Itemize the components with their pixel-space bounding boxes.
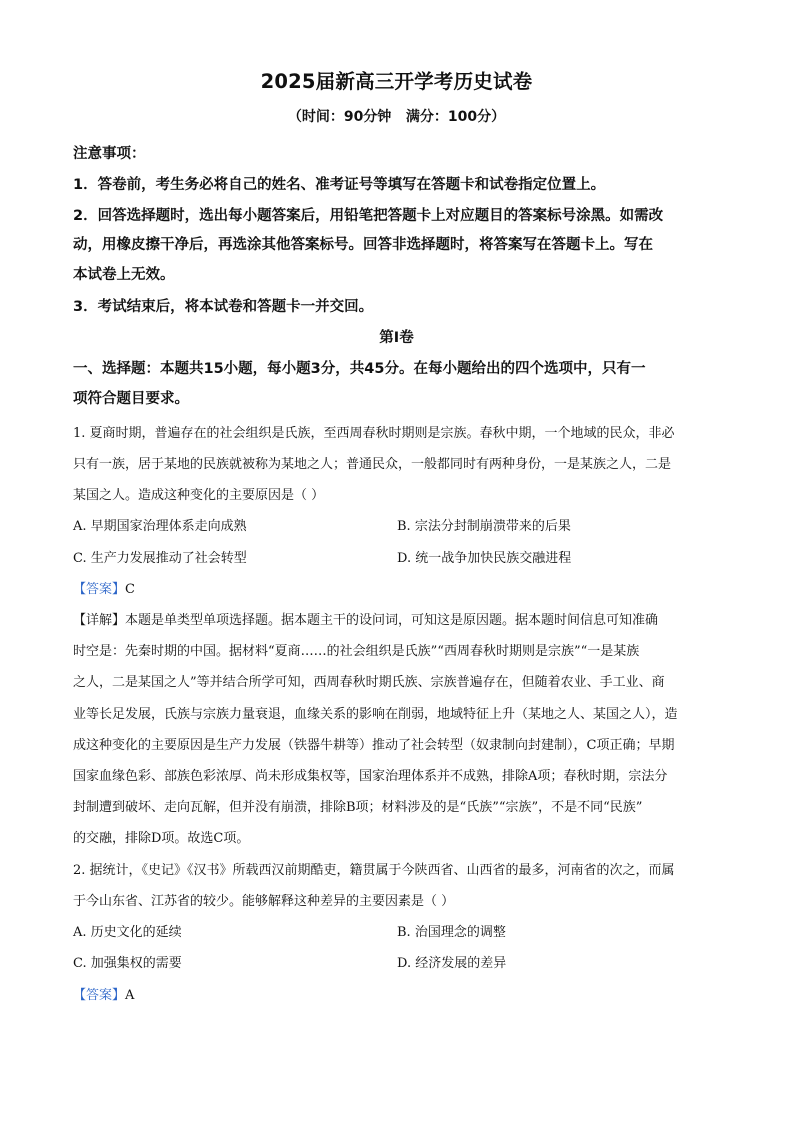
question-2-answer [73, 984, 134, 1003]
question-1-stem: 1. 夏商时期，普遍存在的社会组织是氏族，至西周春秋时期则是宗族。春秋中期，一个地域的民众，非必 [73, 426, 675, 441]
question-2-option-c: C. 加强集权的需要 [73, 956, 182, 971]
question-1-explanation: 的交融，排除D项。故选C项。 [73, 831, 250, 846]
notes-line: 1．答卷前，考生务必将自己的姓名、准考证号等填写在答题卡和试卷指定位置上。 [73, 177, 606, 193]
section-instruction: 一、选择题：本题共15小题，每小题3分，共45分。在每小题给出的四个选项中，只有一 [73, 361, 646, 377]
notes-line: 3．考试结束后，将本试卷和答题卡一并交回。 [73, 299, 374, 315]
question-1-stem: 某国之人。造成这种变化的主要原因是（ ） [73, 488, 325, 503]
answer-tag: 【答案】 [73, 988, 126, 1003]
question-2-option-d: D. 经济发展的差异 [397, 956, 507, 971]
question-1-option-a: A. 早期国家治理体系走向成熟 [73, 519, 247, 534]
question-1-explanation: 时空是：先秦时期的中国。据材料“夏商……的社会组织是氏族”“西周春秋时期则是宗族”“一是某族 [73, 644, 640, 659]
question-1-explanation: 封制遭到破坏、走向瓦解，但并没有崩溃，排除B项；材料涉及的是“氏族”“宗族”，不是不同“民族” [73, 800, 643, 815]
answer-value: A [125, 988, 135, 1003]
question-1-explanation: 之人，二是某国之人”等并结合所学可知，西周春秋时期氏族、宗族普遍存在，但随着农业、手工业、商 [73, 675, 665, 690]
question-1-explanation: 国家血缘色彩、部族色彩浓厚、尚未形成集权等，国家治理体系并不成熟，排除A项；春秋时期，宗法分 [73, 769, 668, 784]
question-1-explanation: 成这种变化的主要原因是生产力发展（铁器牛耕等）推动了社会转型（奴隶制向封建制），C项正确；早期 [73, 738, 675, 753]
notes-heading: 注意事项： [73, 146, 146, 162]
question-2-stem: 2. 据统计，《史记》《汉书》所载西汉前期酷吏，籍贯属于今陕西省、山西省的最多，河南省的次之，而属 [73, 863, 675, 878]
question-1-answer [73, 578, 135, 597]
section-instruction: 项符合题目要求。 [73, 391, 189, 407]
question-1-stem: 只有一族，居于某地的民族就被称为某地之人；普通民众，一般都同时有两种身份，一是某族之人，二是 [73, 457, 672, 472]
notes-line: 本试卷上无效。 [73, 267, 175, 283]
notes-line: 动，用橡皮擦干净后，再选涂其他答案标号。回答非选择题时，将答案写在答题卡上。写在 [73, 237, 653, 253]
question-2-stem: 于今山东省、江苏省的较少。能够解释这种差异的主要因素是（ ） [73, 894, 455, 909]
page-title: 2025届新高三开学考历史试卷 [260, 70, 533, 93]
question-2-option-b: B. 治国理念的调整 [397, 925, 506, 940]
question-2-option-a: A. 历史文化的延续 [73, 925, 182, 940]
section-title: 第Ⅰ卷 [379, 330, 414, 346]
question-1-option-c: C. 生产力发展推动了社会转型 [73, 551, 247, 566]
question-1-option-b: B. 宗法分封制崩溃带来的后果 [397, 519, 571, 534]
answer-value: C [125, 582, 135, 597]
question-1-option-d: D. 统一战争加快民族交融进程 [397, 551, 572, 566]
answer-tag: 【答案】 [73, 582, 126, 597]
exam-time-score: （时间：90分钟 满分：100分） [287, 109, 506, 125]
notes-line: 2．回答选择题时，选出每小题答案后，用铅笔把答题卡上对应题目的答案标号涂黑。如需改 [73, 208, 664, 224]
question-1-explanation: 业等长足发展，氏族与宗族力量衰退，血缘关系的影响在削弱，地域特征上升（某地之人、某国之人），造 [73, 707, 678, 722]
question-1-explanation: 【详解】本题是单类型单项选择题。据本题主干的设问词，可知这是原因题。据本题时间信息可知准确 [73, 613, 659, 628]
